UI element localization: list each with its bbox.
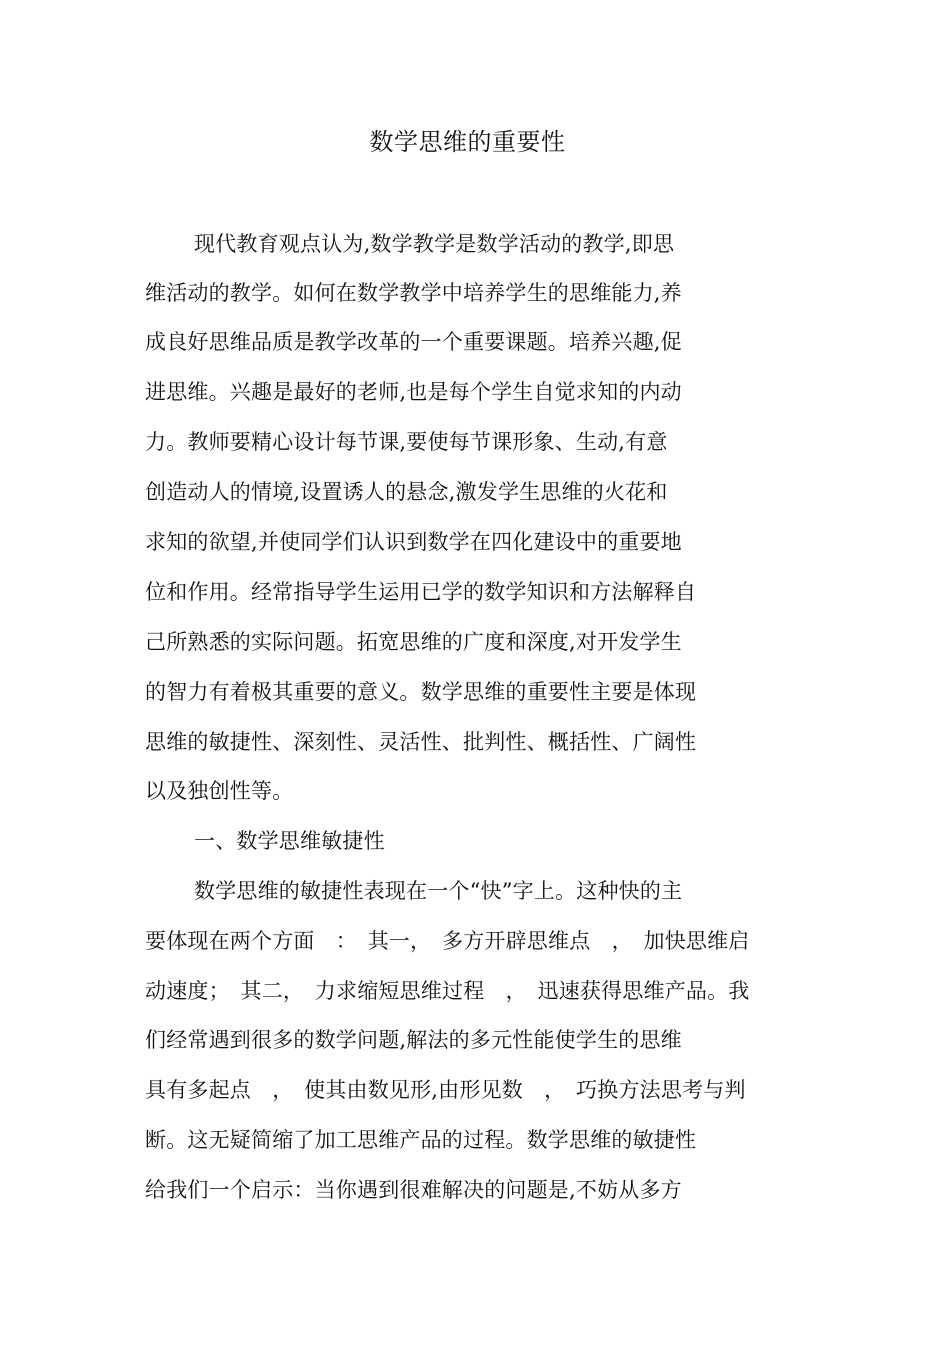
body-line: 们经常遇到很多的数学问题,解法的多元性能使学生的思维: [145, 1028, 682, 1052]
body-line: 思维的敏捷性、深刻性、灵活性、批判性、概括性、广阔性: [145, 730, 697, 754]
section-heading: 一、数学思维敏捷性: [194, 829, 385, 853]
body-line: 数学思维的敏捷性表现在一个“快”字上。这种快的主: [194, 879, 683, 903]
body-line: 维活动的教学。如何在数学教学中培养学生的思维能力,养: [145, 281, 682, 305]
body-line: 要体现在两个方面 ： 其一， 多方开辟思维点 ， 加快思维启: [145, 929, 750, 953]
body-line: 己所熟悉的实际问题。拓宽思维的广度和深度,对开发学生: [145, 630, 682, 654]
body-line: 动速度； 其二， 力求缩短思维过程 ， 迅速获得思维产品。我: [145, 979, 750, 1003]
page-title: 数学思维的重要性: [369, 128, 566, 156]
body-line: 以及独创性等。: [145, 779, 294, 803]
body-line: 创造动人的情境,设置诱人的悬念,激发学生思维的火花和: [145, 480, 668, 504]
body-line: 断。这无疑简缩了加工思维产品的过程。数学思维的敏捷性: [145, 1128, 697, 1152]
body-line: 成良好思维品质是教学改革的一个重要课题。培养兴趣,促: [145, 330, 682, 354]
body-line: 具有多起点 ， 使其由数见形,由形见数 ， 巧换方法思考与判: [145, 1078, 746, 1102]
body-line: 给我们一个启示：当你遇到很难解决的问题是,不妨从多方: [145, 1178, 682, 1202]
body-line: 力。教师要精心设计每节课,要使每节课形象、生动,有意: [145, 430, 668, 454]
body-line: 现代教育观点认为,数学教学是数学活动的教学,即思: [194, 232, 675, 256]
body-line: 的智力有着极其重要的意义。数学思维的重要性主要是体现: [145, 680, 697, 704]
body-line: 进思维。兴趣是最好的老师,也是每个学生自觉求知的内动: [145, 380, 682, 404]
body-line: 求知的欲望,并使同学们认识到数学在四化建设中的重要地: [145, 530, 682, 554]
body-line: 位和作用。经常指导学生运用已学的数学知识和方法解释自: [145, 580, 697, 604]
